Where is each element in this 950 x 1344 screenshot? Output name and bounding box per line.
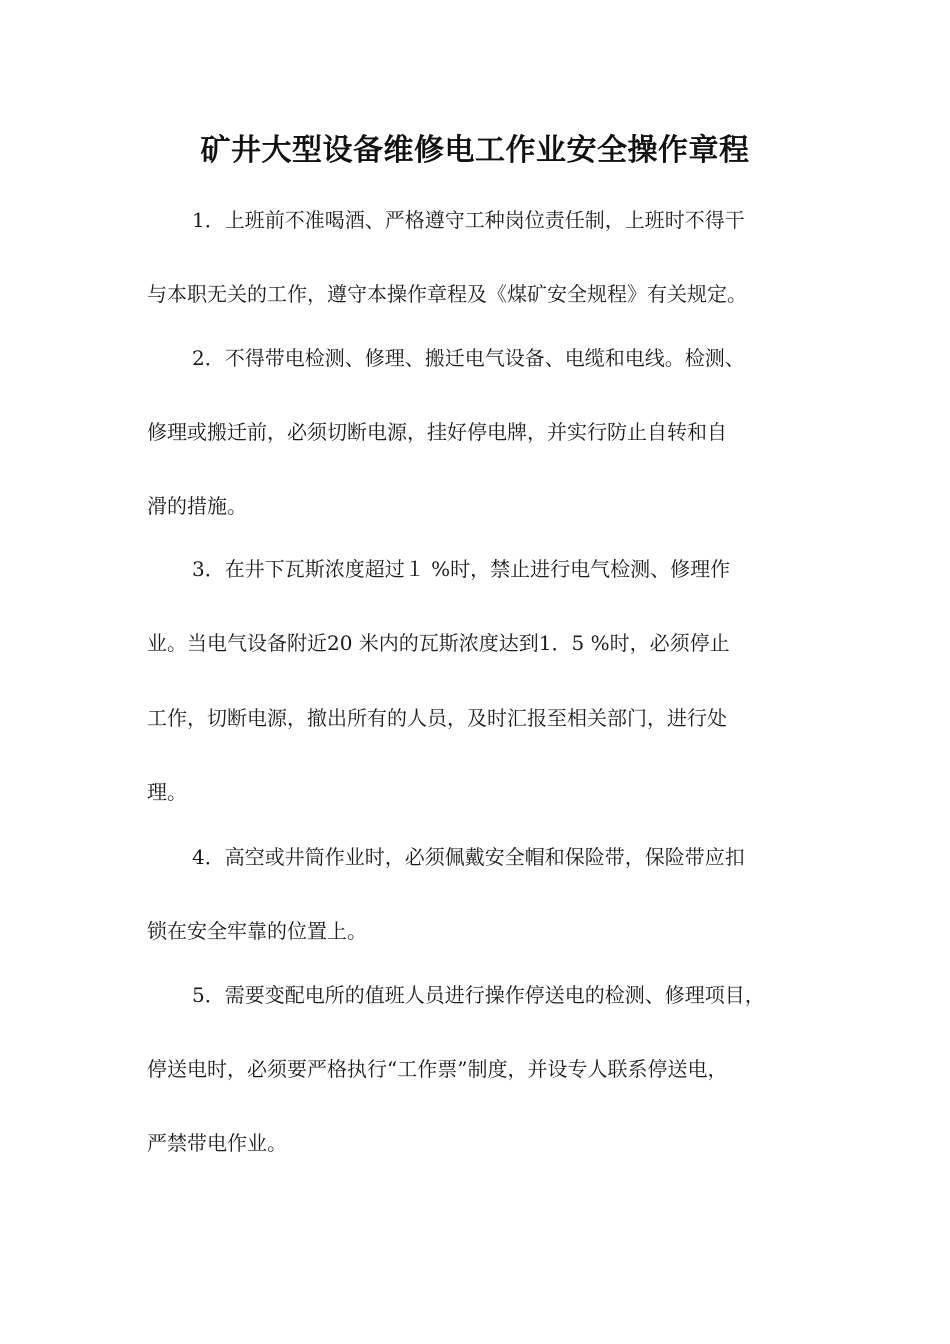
rule-3-line-4: 理。 [147, 780, 187, 804]
rule-4-line-2: 锁在安全牢靠的位置上。 [147, 919, 367, 943]
rule-2-line-3: 滑的措施。 [147, 494, 247, 518]
rule-1-line-1: 1．上班前不准喝酒、严格遵守工种岗位责任制，上班时不得干 [192, 208, 745, 232]
rule-3-line-3: 工作，切断电源，撤出所有的人员，及时汇报至相关部门，进行处 [147, 706, 727, 730]
rule-3-line-2: 业。当电气设备附近20 米内的瓦斯浓度达到1．5 %时，必须停止 [147, 631, 730, 655]
rule-5-line-1: 5．需要变配电所的值班人员进行操作停送电的检测、修理项目， [192, 983, 765, 1007]
rule-2-line-1: 2．不得带电检测、修理、搬迁电气设备、电缆和电线。检测、 [192, 346, 745, 370]
rule-5-line-2: 停送电时，必须要严格执行“工作票”制度，并设专人联系停送电， [147, 1057, 728, 1081]
rule-5-line-3: 严禁带电作业。 [147, 1131, 287, 1155]
document-title: 矿井大型设备维修电工作业安全操作章程 [200, 133, 750, 168]
rule-3-line-1: 3．在井下瓦斯浓度超过１ %时，禁止进行电气检测、修理作 [192, 557, 731, 581]
rule-4-line-1: 4．高空或井筒作业时，必须佩戴安全帽和保险带，保险带应扣 [192, 845, 745, 869]
rule-2-line-2: 修理或搬迁前，必须切断电源，挂好停电牌，并实行防止自转和自 [147, 420, 727, 444]
rule-1-line-2: 与本职无关的工作，遵守本操作章程及《煤矿安全规程》有关规定。 [147, 282, 747, 306]
